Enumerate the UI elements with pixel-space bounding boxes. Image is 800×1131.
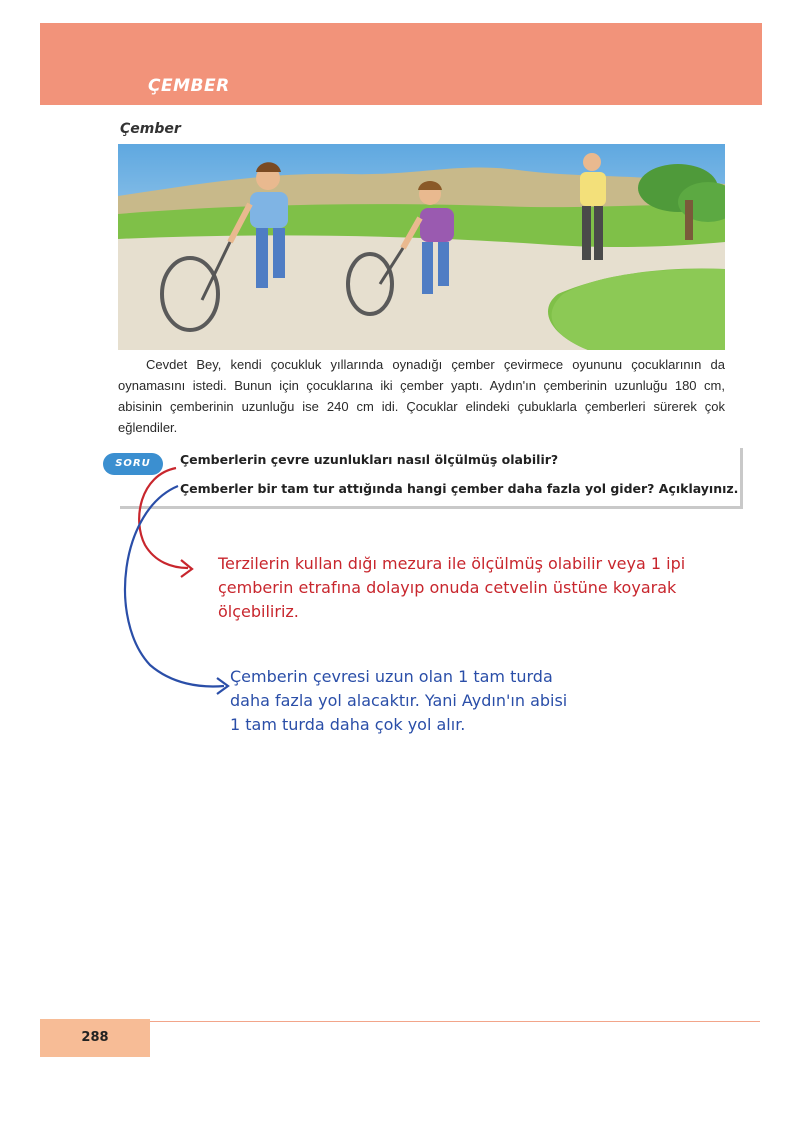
section-title: Çember	[120, 121, 181, 137]
blue-arrow-curve	[125, 486, 224, 686]
blue-answer-line: 1 tam turda daha çok yol alır.	[230, 715, 466, 734]
hoop-game-illustration	[118, 144, 725, 350]
blue-answer	[230, 665, 590, 737]
red-answer-line: çemberin etrafına dolayıp onuda cetvelin üstüne koyarak	[218, 578, 677, 597]
story-text: Cevdet Bey, kendi çocukluk yıllarında oynadığı çember çevirmece oyununu çocuklarının da oynamasını istedi. Bunun için çocuklarına iki çember yaptı. Aydın'ın çemberinin uzunluğu 180 cm, abisinin çemberinin uzunluğu ise 240 cm idi. Çocuklar elindeki çubuklarla çemberleri sürerek çok eğlendiler.	[118, 357, 725, 435]
question-1: Çemberlerin çevre uzunlukları nasıl ölçülmüş olabilir?	[180, 452, 559, 467]
soru-badge: SORU	[103, 453, 163, 475]
red-answer	[218, 552, 698, 624]
blue-arrow-head	[217, 678, 228, 694]
blue-answer-line: Çemberin çevresi uzun olan 1 tam turda	[230, 667, 553, 686]
red-answer-line: Terzilerin kullan dığı mezura ile ölçülmüş olabilir veya 1 ipi	[218, 554, 686, 573]
footer-rule	[150, 1021, 760, 1022]
chapter-title: ÇEMBER	[148, 76, 230, 96]
question-2: Çemberler bir tam tur attığında hangi çember daha fazla yol gider? Açıklayınız.	[180, 481, 739, 496]
blue-answer-line: daha fazla yol alacaktır. Yani Aydın'ın abisi	[230, 691, 568, 710]
story-paragraph	[118, 354, 725, 438]
red-arrow-head	[181, 560, 192, 577]
red-answer-line: ölçebiliriz.	[218, 602, 299, 621]
page-number: 288	[81, 1030, 109, 1045]
